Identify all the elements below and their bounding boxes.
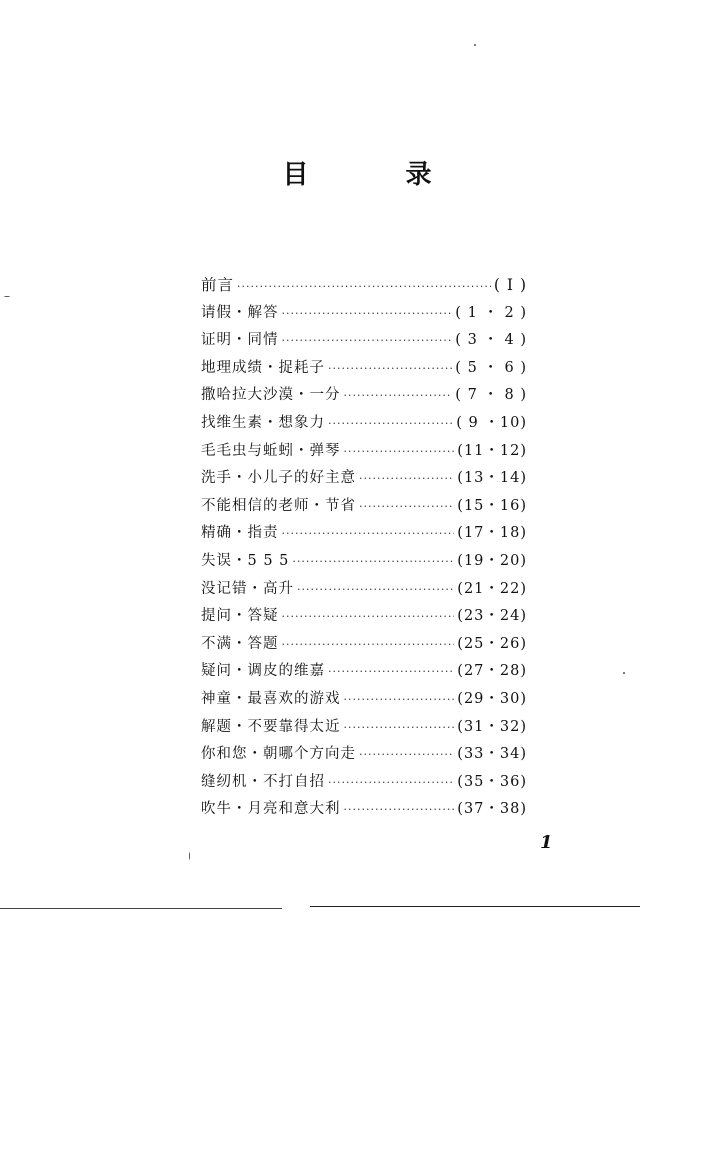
toc-leader-dots [328, 658, 454, 686]
toc-leader-dots [292, 548, 454, 576]
toc-leader-dots [297, 576, 454, 604]
toc-entry-title: 不满・答题 [201, 635, 279, 652]
toc-entry [201, 520, 527, 548]
toc-entry [201, 631, 527, 659]
toc-entry-pages: (19・20) [457, 552, 527, 569]
toc-leader-dots [344, 382, 453, 410]
toc-entry-pages: (21・22) [457, 580, 527, 597]
toc-entry [201, 576, 527, 604]
toc-entry [201, 355, 527, 383]
toc-entry-title: 请假・解答 [201, 304, 279, 321]
toc-entry-pages: (35・36) [457, 773, 527, 790]
toc-entry-title: 不能相信的老师・节省 [201, 497, 356, 514]
toc-entry-title: 撒哈拉大沙漠・一分 [201, 387, 341, 404]
toc-entry [201, 603, 527, 631]
toc-entry-pages: (23・24) [457, 608, 527, 625]
toc-entry-title: 疑问・调皮的维嘉 [201, 663, 325, 680]
toc-entry-pages: ( 3 ・ 4 ) [455, 332, 527, 349]
toc-entry-title: 缝纫机・不打自招 [201, 773, 325, 790]
toc-leader-dots [344, 796, 455, 824]
toc-leader-dots [344, 686, 455, 714]
toc-entry-title: 吹牛・月亮和意大利 [201, 801, 341, 818]
scan-speck [189, 852, 190, 860]
toc-entry-pages: (11・12) [457, 442, 527, 459]
toc-entry [201, 686, 527, 714]
toc-entry-pages: (17・18) [457, 525, 527, 542]
toc-leader-dots [282, 520, 455, 548]
toc-entry-pages: (15・16) [457, 497, 527, 514]
toc-leader-dots [359, 465, 454, 493]
toc-entry [201, 382, 527, 410]
page-number: 1 [540, 832, 553, 853]
toc-leader-dots [344, 438, 455, 466]
scan-speck [4, 296, 10, 297]
scan-speck [623, 672, 625, 674]
toc-entry-pages: ( 1 ・ 2 ) [455, 304, 527, 321]
toc-entry [201, 493, 527, 521]
page-title: 目 录 [282, 160, 476, 190]
toc-entry [201, 658, 527, 686]
toc-entry [201, 741, 527, 769]
toc-leader-dots [359, 493, 454, 521]
toc-entry-pages: ( I ) [493, 276, 527, 294]
toc-entry-title: 提问・答疑 [201, 608, 279, 625]
toc-leader-dots [282, 631, 455, 659]
toc-entry-title: 解题・不要靠得太近 [201, 718, 341, 735]
toc-entry-title: 证明・同情 [201, 332, 279, 349]
toc-leader-dots [359, 741, 454, 769]
toc-entry [201, 410, 527, 438]
toc-entry-title: 神童・最喜欢的游戏 [201, 690, 341, 707]
toc-leader-dots [237, 273, 491, 301]
toc-entry-pages: ( 7 ・ 8 ) [455, 387, 527, 404]
toc-entry-title: 地理成绩・捉耗子 [201, 359, 325, 376]
toc-entry-title: 精确・指责 [201, 525, 279, 542]
toc-entry-pages: (33・34) [457, 746, 527, 763]
toc-leader-dots [282, 327, 453, 355]
toc-entry-title: 前言 [201, 276, 235, 294]
toc-leader-dots [282, 300, 453, 328]
toc-entry-title: 洗手・小儿子的好主意 [201, 470, 356, 487]
toc-leader-dots [282, 603, 455, 631]
toc-entry [201, 714, 527, 742]
toc-entry-title: 失误・5 5 5 [201, 552, 290, 569]
toc-entry-title: 你和您・朝哪个方向走 [201, 746, 356, 763]
toc-leader-dots [328, 410, 453, 438]
toc-leader-dots [328, 355, 452, 383]
bottom-rule-left [0, 908, 282, 909]
toc-entry [201, 327, 527, 355]
toc-entry [201, 438, 527, 466]
toc-entry [201, 769, 527, 797]
toc-entry [201, 300, 527, 328]
toc-entry [201, 272, 527, 300]
toc-entry [201, 548, 527, 576]
scan-speck [474, 44, 476, 46]
toc-entry-title: 没记错・高升 [201, 580, 294, 597]
toc-leader-dots [328, 769, 454, 797]
toc-leader-dots [344, 714, 455, 742]
bottom-rule-right [310, 906, 640, 907]
toc-entry-pages: (31・32) [457, 718, 527, 735]
toc-entry-pages: (29・30) [457, 690, 527, 707]
toc-entry-pages: (37・38) [457, 801, 527, 818]
toc-entry [201, 796, 527, 824]
toc-entry-title: 毛毛虫与蚯蚓・弹琴 [201, 442, 341, 459]
toc-entry-pages: ( 9 ・10) [456, 414, 527, 431]
toc-entry-pages: (27・28) [457, 663, 527, 680]
toc-entry-pages: ( 5 ・ 6 ) [455, 359, 527, 376]
toc-entry-title: 找维生素・想象力 [201, 414, 325, 431]
toc-entry [201, 465, 527, 493]
table-of-contents [201, 272, 527, 824]
toc-entry-pages: (25・26) [457, 635, 527, 652]
toc-entry-pages: (13・14) [457, 470, 527, 487]
